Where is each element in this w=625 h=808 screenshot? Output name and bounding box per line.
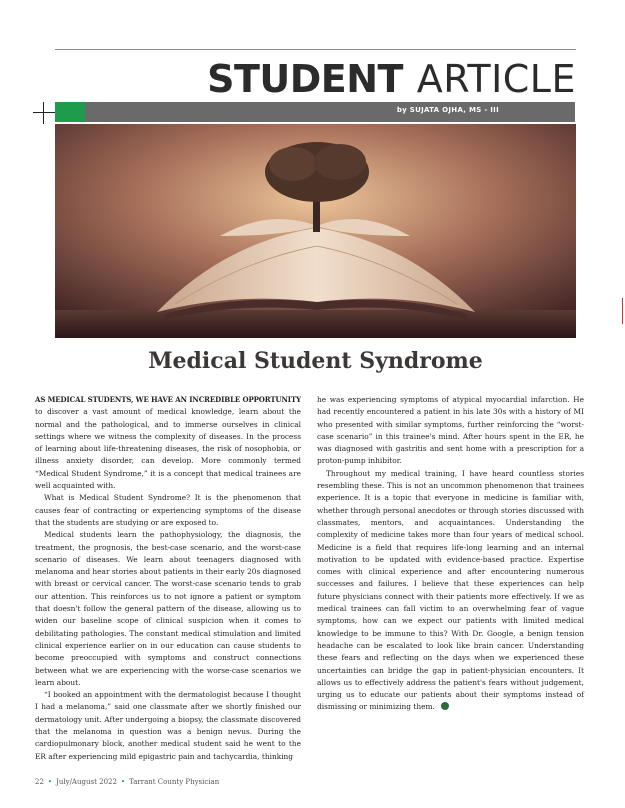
body-paragraph-5-text: Throughout my medical training, I have heard countless stories resembling these. This is not an uncommon phenomenon that trainees experience. It is a topic that everyone in medicine is familiar with, whether through personal anecdotes or through stories discussed with classmates, mentors, and acquaintances. Understanding the complexity of medicine takes more than four years of medical school. Medicine is a field that requires life-long learning and an internal motivation to be updated with evidence-based practice. Expertise comes with clinical experience and after encountering numerous successes and failures. I believe that these experiences can help future physicians connect with their patients more effectively. If we as medical trainees can fall victim to an overwhelming fear of vague symptoms, how can we expect our patients with limited medical knowledge to be immune to this? With Dr. Google, a benign tension headache can be escalated to look like brain cancer. Understanding these fears and reflecting on the days when we experienced these uncertainties can bridge the gap in patient-physician encounters. It allows us to effectively address the patient's fears without judgement, urging us to educate our patients about their symptoms instead of dismissing or minimizing them. <box>317 468 584 712</box>
folio <box>35 778 219 786</box>
section-heading <box>207 58 576 100</box>
body-column-left <box>35 394 301 763</box>
byline-bar <box>55 102 575 122</box>
article-title: Medical Student Syndrome <box>148 348 483 374</box>
green-accent-block <box>55 102 85 122</box>
body-paragraph-3: Medical students learn the pathophysiology, the diagnosis, the treatment, the prognosis, the best-case scenario, and the worst-case scenario of diseases. We learn about teenagers diagnosed with melanoma and hear stories about patients in their early 20s diagnosed with breast or cervical cancer. The worst-case scenario tends to grab our attention. This reinforces us to not ignore a patient or symptom that doesn't follow the general pattern of the disease, allowing us to widen our baseline scope of clinical suspicion when it comes to debilitating pathologies. The constant medical stimulation and limited clinical experience earlier on in our education can cause students to become preoccupied with symptoms and construct connections between what we are experiencing with the worse-case scenarios we learn about. <box>35 530 301 687</box>
body-paragraph-5 <box>317 468 584 714</box>
section-heading-light: ARTICLE <box>416 57 576 101</box>
folio-separator: • <box>120 778 126 786</box>
lead-in: AS MEDICAL STUDENTS, WE HAVE AN INCREDIBLE OPPORTUNITY <box>35 395 301 404</box>
body-paragraph-1-text: to discover a vast amount of medical knowledge, learn about the normal and the pathological, and to immerse ourselves in clinical settings where we witness the complexity of diseases. In the process of learning about life-threatening diseases, the risk of nosophobia, or illness anxiety disorder, can develop. More commonly termed “Medical Student Syndrome,” it is a concept that medical trainees are well acquainted with. <box>35 407 301 491</box>
body-paragraph-2: What is Medical Student Syndrome? It is the phenomenon that causes fear of contracting or experiencing symptoms of the disease that the students are studying or are exposed to. <box>35 493 301 527</box>
byline: by SUJATA OJHA, MS - III <box>396 106 499 114</box>
issue-date: July/August 2022 <box>56 778 117 786</box>
section-heading-strong: STUDENT <box>207 57 403 101</box>
body-paragraph-4: “I booked an appointment with the dermatologist because I thought I had a melanoma,” said one classmate after we shortly finished our dermatology unit. After undergoing a biopsy, the classmate discovered that the melanoma in question was a benign nevus. During the cardiopulmonary block, another medical student said he went to the ER after experiencing mild epigastric pain and tachycardia, thinking <box>35 690 301 761</box>
folio-separator: • <box>47 778 53 786</box>
end-mark-icon <box>441 702 449 710</box>
page-number: 22 <box>35 778 44 786</box>
crop-mark-icon <box>33 102 55 124</box>
body-paragraph-4-continued: he was experiencing symptoms of atypical myocardial infarction. He had recently encountered a patient in his late 30s with a history of MI who presented with similar symptoms, further reinforcing the “worst-case scenario” in this trainee's mind. After hours spent in the ER, he was diagnosed with gastritis and sent home with a prescription for a proton-pump inhibitor. <box>317 395 584 466</box>
edge-mark <box>622 298 623 324</box>
publication-name: Tarrant County Physician <box>129 778 220 786</box>
hero-image <box>55 124 576 338</box>
body-column-right <box>317 394 584 714</box>
top-rule <box>55 49 576 50</box>
body-paragraph-1 <box>35 394 301 492</box>
